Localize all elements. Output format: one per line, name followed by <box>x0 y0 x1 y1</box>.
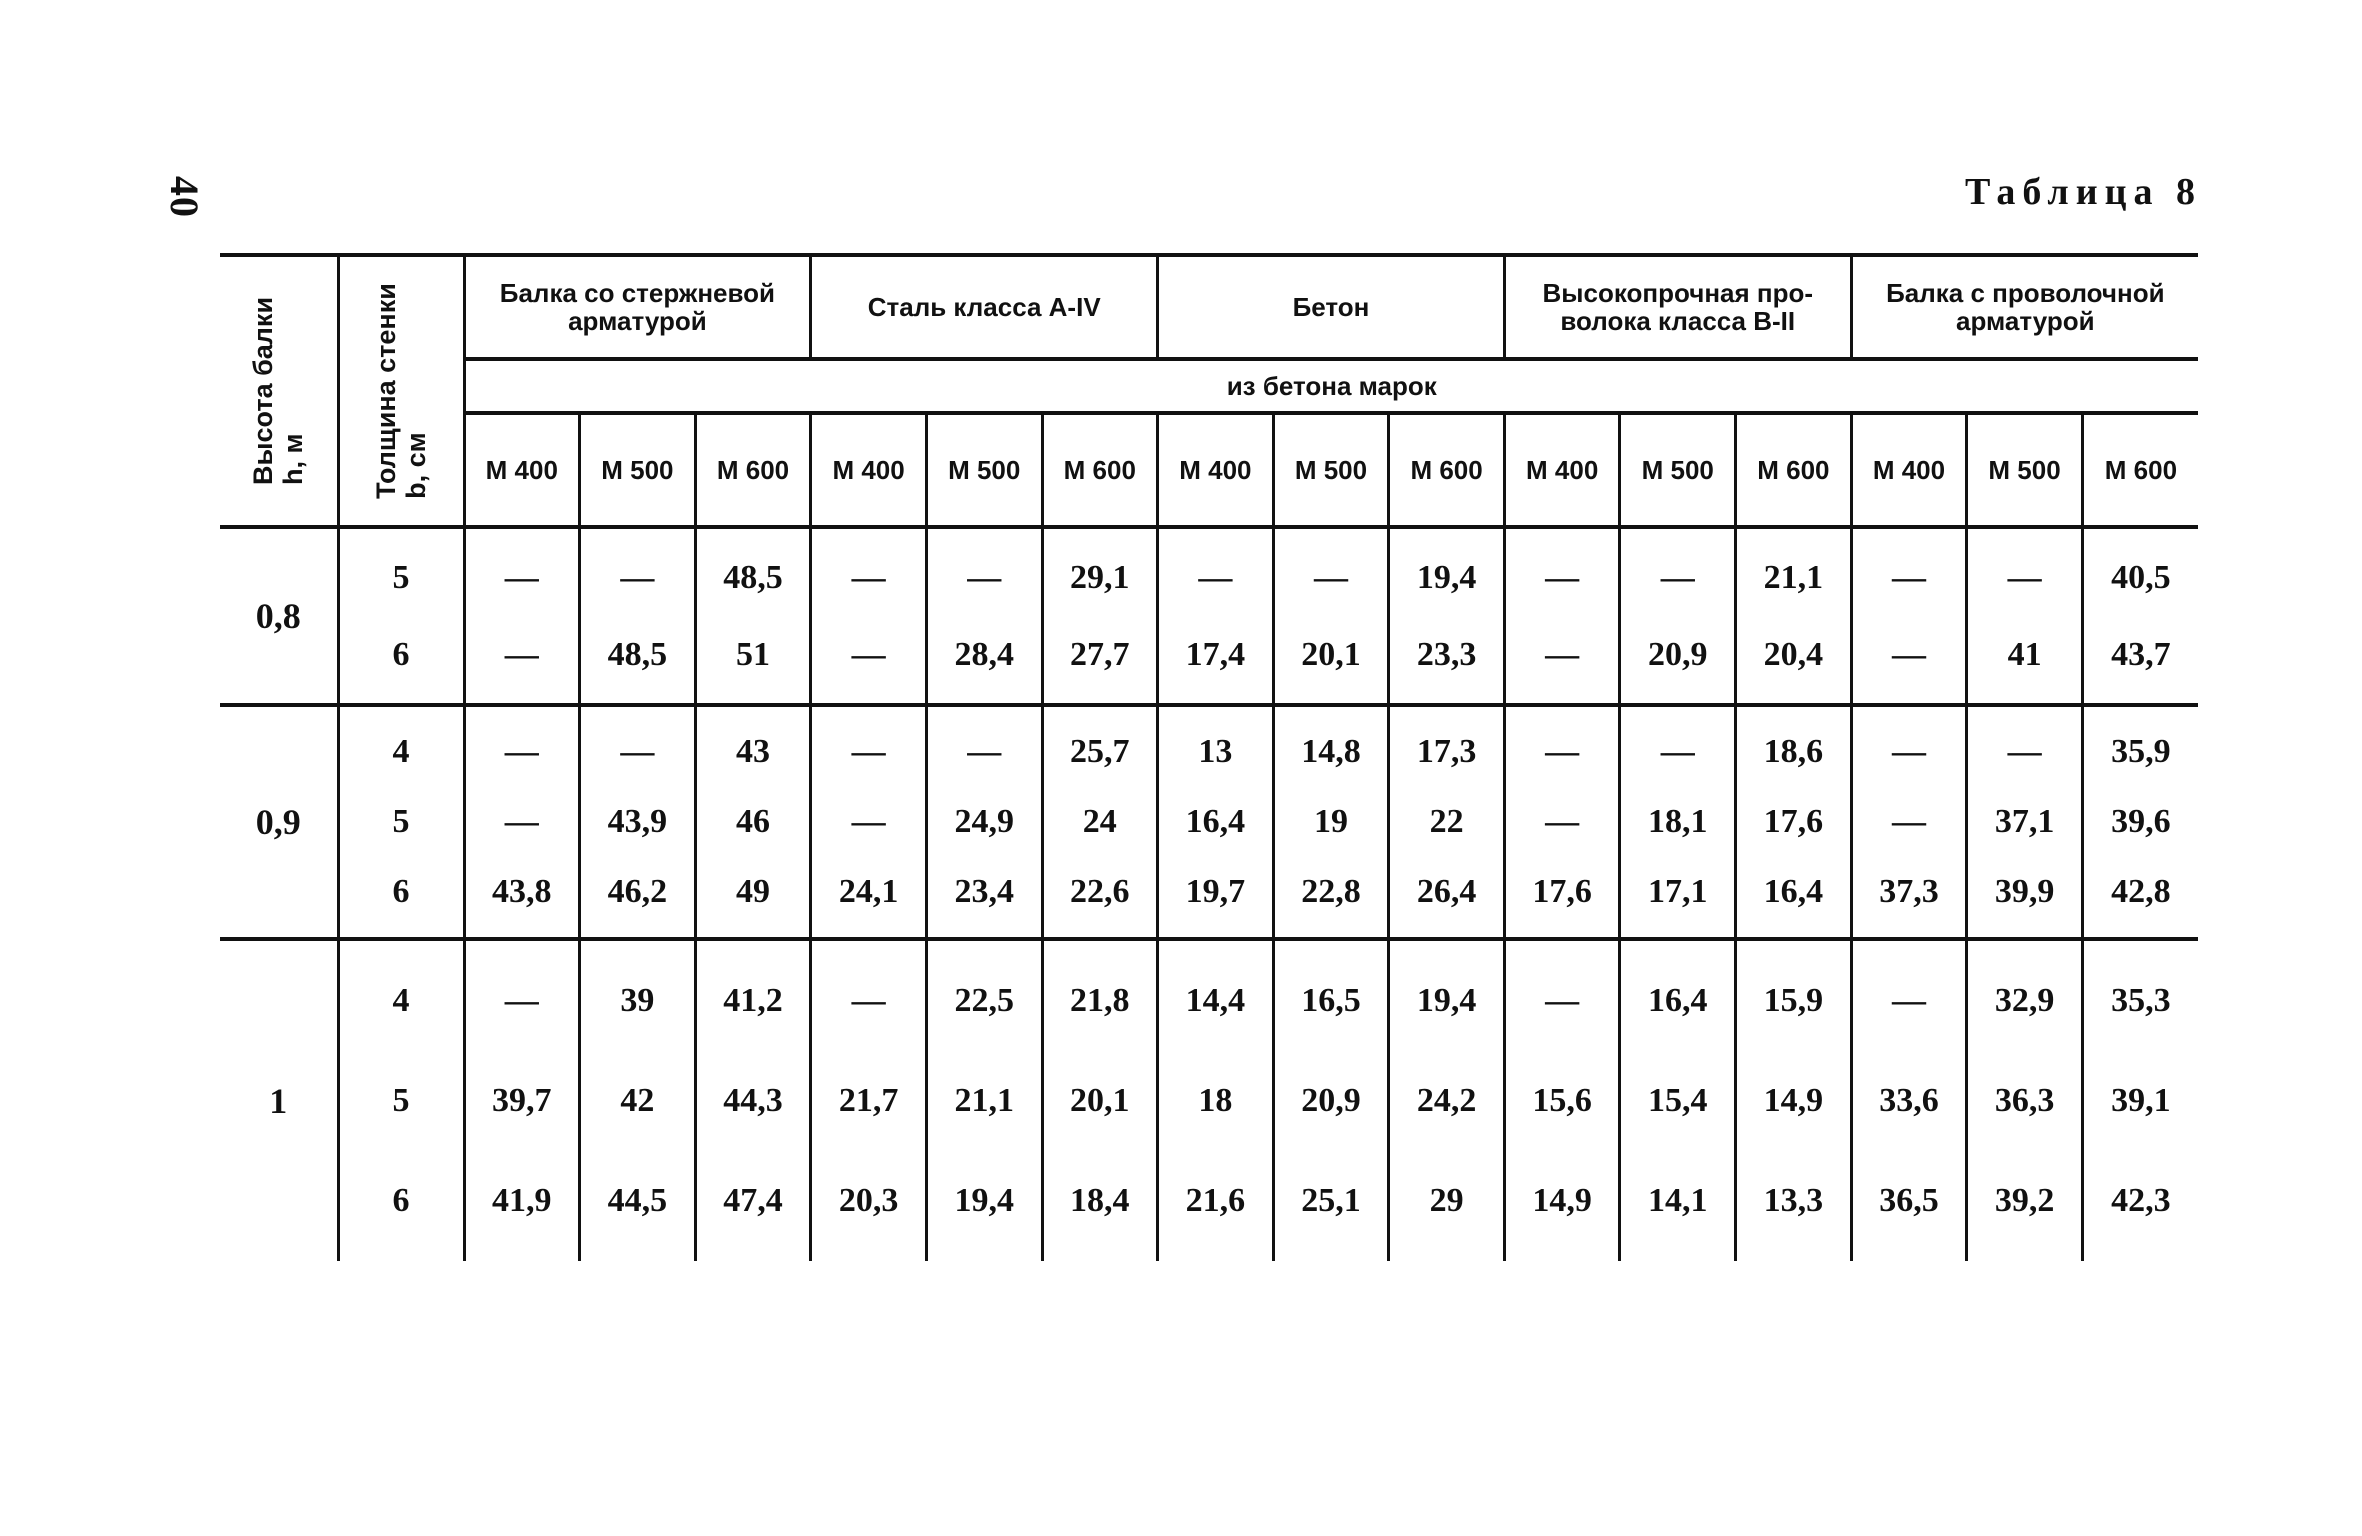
value-cell: — <box>1851 717 1967 787</box>
value-cell: 40,5 <box>2082 539 2198 616</box>
group-header-line1: Балка с проволочной <box>1886 278 2165 308</box>
value-cell: — <box>811 616 927 693</box>
beam-height-cell: 1 <box>269 1081 288 1121</box>
value-cell: — <box>811 951 927 1051</box>
table-row <box>220 951 2198 1051</box>
value-cell: — <box>1967 717 2083 787</box>
spacer-cell <box>1851 527 1967 539</box>
spacer-cell <box>464 1251 580 1261</box>
group-header-line2: арматурой <box>568 306 707 336</box>
value-cell: — <box>1620 539 1736 616</box>
value-cell: 21,1 <box>926 1051 1042 1151</box>
value-cell: 37,1 <box>1967 787 2083 857</box>
group-header-line2: арматурой <box>1956 306 2095 336</box>
group-header-line1: Сталь класса А-IV <box>867 292 1101 322</box>
wall-thickness-cell: 4 <box>338 951 464 1051</box>
grade-header-7: М 400 <box>1158 413 1274 527</box>
spacer-cell <box>1042 939 1158 951</box>
spacer-cell <box>695 1251 811 1261</box>
spacer-cell <box>1273 527 1389 539</box>
value-cell: — <box>464 787 580 857</box>
spacer-cell <box>695 527 811 539</box>
spacer-cell <box>580 939 696 951</box>
value-cell: 51 <box>695 616 811 693</box>
value-cell: 43,9 <box>580 787 696 857</box>
table-row <box>220 787 2198 857</box>
value-cell: 29 <box>1389 1151 1505 1251</box>
value-cell: 14,1 <box>1620 1151 1736 1251</box>
spacer-cell <box>1158 693 1274 705</box>
spacer-cell <box>811 527 927 539</box>
value-cell: 22,5 <box>926 951 1042 1051</box>
group-header-wire-beam <box>1851 255 2198 359</box>
spacer-cell <box>580 527 696 539</box>
spacer-cell <box>1389 927 1505 939</box>
value-cell: — <box>1851 616 1967 693</box>
value-cell: 17,3 <box>1389 717 1505 787</box>
value-cell: 13 <box>1158 717 1274 787</box>
spacer-cell <box>1158 1251 1274 1261</box>
spacer-cell <box>464 705 580 717</box>
height-header-line1: Высота балки <box>248 296 279 486</box>
value-cell: 24,1 <box>811 857 927 927</box>
height-header-line2: h, м <box>278 433 309 486</box>
value-cell: 24,2 <box>1389 1051 1505 1151</box>
value-cell: 41 <box>1967 616 2083 693</box>
concrete-grades-subheader: из бетона марок <box>464 359 2198 413</box>
spacer-cell <box>926 705 1042 717</box>
grade-header-8: М 500 <box>1273 413 1389 527</box>
table-row <box>220 539 2198 616</box>
spacer-cell <box>2082 705 2198 717</box>
value-cell: 39,9 <box>1967 857 2083 927</box>
value-cell: 36,3 <box>1967 1051 2083 1151</box>
value-cell: 22,8 <box>1273 857 1389 927</box>
spacer-cell <box>1158 705 1274 717</box>
spacer-cell <box>1967 939 2083 951</box>
group-header-rod-beam <box>464 255 811 359</box>
value-cell: 15,6 <box>1504 1051 1620 1151</box>
data-table <box>220 253 2198 1261</box>
value-cell: 20,9 <box>1620 616 1736 693</box>
value-cell: 48,5 <box>695 539 811 616</box>
value-cell: — <box>464 539 580 616</box>
value-cell: 39,7 <box>464 1051 580 1151</box>
value-cell: 16,5 <box>1273 951 1389 1051</box>
spacer-cell <box>1851 1251 1967 1261</box>
value-cell: 19,4 <box>1389 539 1505 616</box>
value-cell: 20,3 <box>811 1151 927 1251</box>
value-cell: 37,3 <box>1851 857 1967 927</box>
spacer-cell <box>811 693 927 705</box>
table-row <box>220 616 2198 693</box>
value-cell: 46 <box>695 787 811 857</box>
spacer-cell <box>1620 527 1736 539</box>
value-cell: 14,9 <box>1504 1151 1620 1251</box>
spacer-cell <box>1504 527 1620 539</box>
spacer-cell <box>1504 927 1620 939</box>
spacer-cell <box>1273 1251 1389 1261</box>
beam-height-cell: 0,9 <box>255 802 301 842</box>
value-cell: 42,8 <box>2082 857 2198 927</box>
value-cell: 23,3 <box>1389 616 1505 693</box>
value-cell: 16,4 <box>1736 857 1852 927</box>
spacer-cell <box>1736 1251 1852 1261</box>
spacer-cell <box>1851 927 1967 939</box>
table-row <box>220 717 2198 787</box>
spacer-cell <box>580 693 696 705</box>
spacer-cell <box>926 939 1042 951</box>
value-cell: 14,4 <box>1158 951 1274 1051</box>
spacer-cell <box>1042 1251 1158 1261</box>
value-cell: 19,4 <box>1389 951 1505 1051</box>
spacer-cell <box>1273 693 1389 705</box>
spacer-cell <box>338 705 464 717</box>
value-cell: — <box>1504 539 1620 616</box>
height-header <box>220 255 338 527</box>
spacer-cell <box>580 1251 696 1261</box>
value-cell: — <box>1504 951 1620 1051</box>
value-cell: — <box>464 951 580 1051</box>
value-cell: 27,7 <box>1042 616 1158 693</box>
value-cell: 39,6 <box>2082 787 2198 857</box>
value-cell: 18,4 <box>1042 1151 1158 1251</box>
value-cell: 20,1 <box>1042 1051 1158 1151</box>
value-cell: — <box>1504 717 1620 787</box>
value-cell: 36,5 <box>1851 1151 1967 1251</box>
value-cell: 21,7 <box>811 1051 927 1151</box>
grade-header-12: М 600 <box>1736 413 1852 527</box>
value-cell: — <box>464 717 580 787</box>
spacer-cell <box>580 705 696 717</box>
wall-thickness-cell: 6 <box>338 857 464 927</box>
grade-header-14: М 500 <box>1967 413 2083 527</box>
value-cell: — <box>811 539 927 616</box>
thickness-header-line1: Толщина стенки <box>371 283 401 499</box>
value-cell: 46,2 <box>580 857 696 927</box>
value-cell: — <box>1504 616 1620 693</box>
spacer-cell <box>1620 705 1736 717</box>
spacer-cell <box>1736 939 1852 951</box>
spacer-cell <box>220 693 338 705</box>
group-header-line2: волока класса В-II <box>1560 306 1796 336</box>
grade-header-1: М 400 <box>464 413 580 527</box>
value-cell: — <box>1620 717 1736 787</box>
grade-header-13: М 400 <box>1851 413 1967 527</box>
spacer-cell <box>220 705 338 717</box>
spacer-cell <box>811 705 927 717</box>
spacer-cell <box>2082 939 2198 951</box>
wall-thickness-cell: 6 <box>338 1151 464 1251</box>
spacer-cell <box>1967 527 2083 539</box>
value-cell: 33,6 <box>1851 1051 1967 1151</box>
group-header-steel <box>811 255 1158 359</box>
value-cell: 22 <box>1389 787 1505 857</box>
table-caption: Таблица 8 <box>1964 171 2202 213</box>
spacer-cell <box>1389 705 1505 717</box>
value-cell: — <box>1851 951 1967 1051</box>
value-cell: — <box>926 539 1042 616</box>
value-cell: 43,8 <box>464 857 580 927</box>
spacer-cell <box>580 927 696 939</box>
group-header-concrete <box>1158 255 1505 359</box>
spacer-cell <box>811 1251 927 1261</box>
wall-thickness-cell: 6 <box>338 616 464 693</box>
spacer-cell <box>1620 693 1736 705</box>
spacer-cell <box>926 927 1042 939</box>
value-cell: 14,8 <box>1273 717 1389 787</box>
value-cell: 43,7 <box>2082 616 2198 693</box>
spacer-cell <box>926 1251 1042 1261</box>
table-row <box>220 1151 2198 1251</box>
value-cell: 15,9 <box>1736 951 1852 1051</box>
value-cell: 35,9 <box>2082 717 2198 787</box>
grade-header-2: М 500 <box>580 413 696 527</box>
spacer-cell <box>1042 693 1158 705</box>
spacer-cell <box>220 527 338 539</box>
value-cell: 17,6 <box>1736 787 1852 857</box>
value-cell: 14,9 <box>1736 1051 1852 1151</box>
value-cell: 39,1 <box>2082 1051 2198 1151</box>
value-cell: 25,1 <box>1273 1151 1389 1251</box>
beam-height-cell: 0,8 <box>255 596 301 636</box>
spacer-cell <box>338 527 464 539</box>
value-cell: — <box>1504 787 1620 857</box>
spacer-cell <box>338 693 464 705</box>
spacer-cell <box>1273 927 1389 939</box>
value-cell: 17,4 <box>1158 616 1274 693</box>
spacer-cell <box>1851 939 1967 951</box>
spacer-cell <box>1158 927 1274 939</box>
value-cell: 19,4 <box>926 1151 1042 1251</box>
spacer-cell <box>2082 527 2198 539</box>
spacer-cell <box>695 705 811 717</box>
value-cell: — <box>926 717 1042 787</box>
value-cell: 42,3 <box>2082 1151 2198 1251</box>
spacer-cell <box>220 939 338 951</box>
spacer-cell <box>464 927 580 939</box>
spacer-cell <box>1851 705 1967 717</box>
group-header-line1: Бетон <box>1292 292 1370 322</box>
spacer-cell <box>695 927 811 939</box>
value-cell: 44,3 <box>695 1051 811 1151</box>
table-row <box>220 1051 2198 1151</box>
spacer-cell <box>220 1251 338 1261</box>
value-cell: 26,4 <box>1389 857 1505 927</box>
value-cell: 41,2 <box>695 951 811 1051</box>
value-cell: 48,5 <box>580 616 696 693</box>
spacer-cell <box>1042 527 1158 539</box>
value-cell: 35,3 <box>2082 951 2198 1051</box>
spacer-cell <box>1389 527 1505 539</box>
value-cell: — <box>464 616 580 693</box>
value-cell: 29,1 <box>1042 539 1158 616</box>
spacer-cell <box>338 927 464 939</box>
spacer-cell <box>695 939 811 951</box>
spacer-cell <box>1620 939 1736 951</box>
value-cell: 21,6 <box>1158 1151 1274 1251</box>
wall-thickness-cell: 5 <box>338 1051 464 1151</box>
grade-header-6: М 600 <box>1042 413 1158 527</box>
spacer-cell <box>464 693 580 705</box>
spacer-cell <box>1851 693 1967 705</box>
spacer-cell <box>811 927 927 939</box>
spacer-cell <box>1736 705 1852 717</box>
value-cell: 39,2 <box>1967 1151 2083 1251</box>
spacer-cell <box>1967 1251 2083 1261</box>
value-cell: — <box>580 539 696 616</box>
table-row <box>220 857 2198 927</box>
value-cell: 20,1 <box>1273 616 1389 693</box>
value-cell: 41,9 <box>464 1151 580 1251</box>
value-cell: 15,4 <box>1620 1051 1736 1151</box>
value-cell: 17,6 <box>1504 857 1620 927</box>
value-cell: — <box>1967 539 2083 616</box>
spacer-cell <box>1158 939 1274 951</box>
grade-header-15: М 600 <box>2082 413 2198 527</box>
grade-header-5: М 500 <box>926 413 1042 527</box>
value-cell: 19 <box>1273 787 1389 857</box>
value-cell: 21,8 <box>1042 951 1158 1051</box>
spacer-cell <box>2082 1251 2198 1261</box>
value-cell: 17,1 <box>1620 857 1736 927</box>
value-cell: — <box>1158 539 1274 616</box>
value-cell: 24,9 <box>926 787 1042 857</box>
page-number: 40 <box>162 176 207 218</box>
spacer-cell <box>1967 927 2083 939</box>
value-cell: — <box>811 787 927 857</box>
grade-header-11: М 500 <box>1620 413 1736 527</box>
grade-header-4: М 400 <box>811 413 927 527</box>
value-cell: — <box>580 717 696 787</box>
value-cell: 19,7 <box>1158 857 1274 927</box>
spacer-cell <box>1736 693 1852 705</box>
spacer-cell <box>1389 1251 1505 1261</box>
spacer-cell <box>811 939 927 951</box>
group-header-line1: Балка со стержневой <box>499 278 776 308</box>
spacer-cell <box>695 693 811 705</box>
spacer-cell <box>1158 527 1274 539</box>
wall-thickness-cell: 4 <box>338 717 464 787</box>
spacer-cell <box>464 939 580 951</box>
spacer-cell <box>1042 927 1158 939</box>
spacer-cell <box>1504 939 1620 951</box>
value-cell: 18,1 <box>1620 787 1736 857</box>
value-cell: 42 <box>580 1051 696 1151</box>
grade-header-3: М 600 <box>695 413 811 527</box>
value-cell: 47,4 <box>695 1151 811 1251</box>
spacer-cell <box>1620 1251 1736 1261</box>
wall-thickness-cell: 5 <box>338 539 464 616</box>
spacer-cell <box>338 1251 464 1261</box>
spacer-cell <box>1504 693 1620 705</box>
value-cell: 44,5 <box>580 1151 696 1251</box>
spacer-cell <box>2082 693 2198 705</box>
value-cell: 28,4 <box>926 616 1042 693</box>
spacer-cell <box>1620 927 1736 939</box>
spacer-cell <box>338 939 464 951</box>
value-cell: 13,3 <box>1736 1151 1852 1251</box>
value-cell: — <box>1273 539 1389 616</box>
value-cell: 39 <box>580 951 696 1051</box>
spacer-cell <box>1504 705 1620 717</box>
value-cell: 20,4 <box>1736 616 1852 693</box>
spacer-cell <box>1967 705 2083 717</box>
value-cell: 18,6 <box>1736 717 1852 787</box>
value-cell: 49 <box>695 857 811 927</box>
thickness-header <box>338 255 464 527</box>
value-cell: 21,1 <box>1736 539 1852 616</box>
spacer-cell <box>926 527 1042 539</box>
value-cell: 23,4 <box>926 857 1042 927</box>
value-cell: 20,9 <box>1273 1051 1389 1151</box>
spacer-cell <box>2082 927 2198 939</box>
spacer-cell <box>1273 939 1389 951</box>
spacer-cell <box>1389 939 1505 951</box>
value-cell: 25,7 <box>1042 717 1158 787</box>
wall-thickness-cell: 5 <box>338 787 464 857</box>
value-cell: — <box>1851 787 1967 857</box>
value-cell: 16,4 <box>1158 787 1274 857</box>
spacer-cell <box>926 693 1042 705</box>
thickness-header-line2: b, см <box>401 432 431 499</box>
spacer-cell <box>220 927 338 939</box>
spacer-cell <box>1504 1251 1620 1261</box>
value-cell: 32,9 <box>1967 951 2083 1051</box>
value-cell: 43 <box>695 717 811 787</box>
group-header-wire <box>1504 255 1851 359</box>
group-header-line1: Высокопрочная про- <box>1542 278 1814 308</box>
spacer-cell <box>1736 927 1852 939</box>
value-cell: 16,4 <box>1620 951 1736 1051</box>
spacer-cell <box>1736 527 1852 539</box>
value-cell: — <box>811 717 927 787</box>
spacer-cell <box>1042 705 1158 717</box>
value-cell: — <box>1851 539 1967 616</box>
value-cell: 22,6 <box>1042 857 1158 927</box>
spacer-cell <box>1273 705 1389 717</box>
grade-header-9: М 600 <box>1389 413 1505 527</box>
spacer-cell <box>464 527 580 539</box>
spacer-cell <box>1967 693 2083 705</box>
grade-header-10: М 400 <box>1504 413 1620 527</box>
value-cell: 18 <box>1158 1051 1274 1151</box>
value-cell: 24 <box>1042 787 1158 857</box>
spacer-cell <box>1389 693 1505 705</box>
